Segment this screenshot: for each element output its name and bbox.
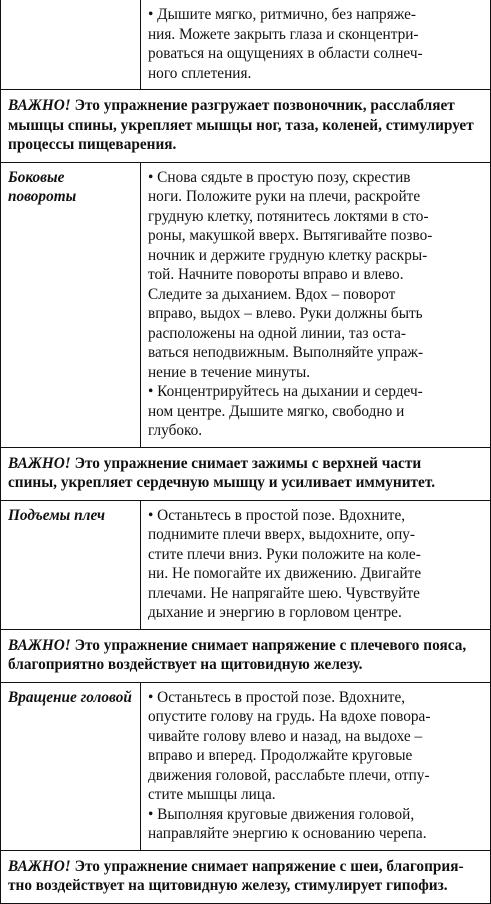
text-line: чивайте голову влево и назад, на выдохе – [148,727,423,745]
text-line: стите плечи вниз. Руки положите на коле- [148,545,421,563]
exercise-row [1,682,491,850]
text-line: Это упражнение разгружает позвоночник, расслабляет [74,97,455,114]
text-line: процессы пищеварения. [8,136,177,153]
text-line: ния. Можете закрыть глаза и сконцентри- [148,25,419,43]
text-line: Следите за дыханием. Вдох – поворот [148,285,396,303]
text-line: ном центре. Дышите мягко, свободно и [148,402,405,420]
important-note-row [1,850,491,903]
text-line: Это упражнение снимает напряжение с шеи, благоприя- [74,857,464,875]
text-line: спины, укрепляет сердечную мышцу и усиливает иммунитет. [8,474,436,491]
text-line: • Выполняя круговые движения головой, [148,805,415,823]
text-line: расположены на одной линии, таз оста- [148,324,406,342]
important-note-row [1,629,491,682]
text-line: плечами. Не напрягайте шею. Чувствуйте [148,584,420,602]
text-line: Это упражнение снимает зажимы с верхней части [74,454,422,472]
exercise-description [141,0,491,90]
exercise-name: Подъемы плеч [1,500,141,629]
text-line: мышцы спины, укрепляет мышцы ног, таза, коленей, стимулирует [8,116,474,134]
text-line: • Останьтесь в простой позе. Вдохните, [148,688,406,706]
text-line: ваться неподвижным. Выполняйте упраж- [148,344,424,361]
important-label: ВАЖНО! [8,97,71,114]
text-line: роваться на ощущениях в области солнеч- [148,45,423,62]
text-line: глубоко. [148,422,203,439]
important-note-row [1,90,491,163]
important-note [1,90,491,163]
text-line: нение в течение минуты. [148,363,311,381]
text-line: направляйте энергию к основанию черепа. [148,825,427,842]
text-line: поднимите плечи вверх, выдохните, опу- [148,526,416,543]
text-line: тно воздействует на щитовидную железу, стимулирует гипофиз. [8,877,448,894]
important-note-row [1,447,491,500]
text-line: той. Начните повороты вправо и влево. [148,266,404,283]
text-line: вправо и вперед. Продолжайте круговые [148,747,413,764]
text-line: стите мышцы лица. [148,786,276,803]
exercise-name: Вращение головой [1,682,141,850]
text-line: • Останьтесь в простой позе. Вдохните, [148,506,406,524]
important-label: ВАЖНО! [8,636,71,654]
text-line: • Концентрируйтесь на дыхании и сердеч- [148,383,423,400]
important-label: ВАЖНО! [8,454,71,472]
important-note [1,447,491,500]
exercise-row [1,162,491,447]
important-label: ВАЖНО! [8,857,71,875]
text-line: благоприятно воздействует на щитовидную железу. [8,656,363,673]
text-line: вправо, выдох – влево. Руки должны быть [148,305,423,322]
text-line: ночник и держите грудную клетку раскры- [148,246,428,264]
important-note [1,629,491,682]
text-line: дыхание и энергию в горловом центре. [148,604,402,621]
text-line: роны, макушкой вверх. Вытягивайте позво- [148,227,433,244]
text-line: ноги. Положите руки на плечи, раскройте [148,188,421,205]
text-line: Это упражнение снимает напряжение с плечевого пояса, [74,636,467,654]
text-line: ни. Не помогайте их движению. Двигайте [148,565,422,582]
exercise-row [1,500,491,629]
exercise-name: Боковые повороты [1,162,141,447]
text-line: • Дышите мягко, ритмично, без напряже- [148,6,416,23]
exercise-row [1,0,491,90]
text-line: • Снова сядьте в простую позу, скрестив [148,168,411,186]
text-line: ного сплетения. [148,64,252,82]
exercise-description [141,162,491,447]
text-line: грудную клетку, потянитесь локтями в сто- [148,207,429,225]
text-line: опустите голову на грудь. На вдохе повора- [148,708,431,725]
exercise-name-cell [1,0,141,90]
important-note [1,850,491,903]
exercise-description [141,682,491,850]
exercise-description [141,500,491,629]
text-line: движения головой, расслабьте плечи, отпу- [148,766,430,784]
